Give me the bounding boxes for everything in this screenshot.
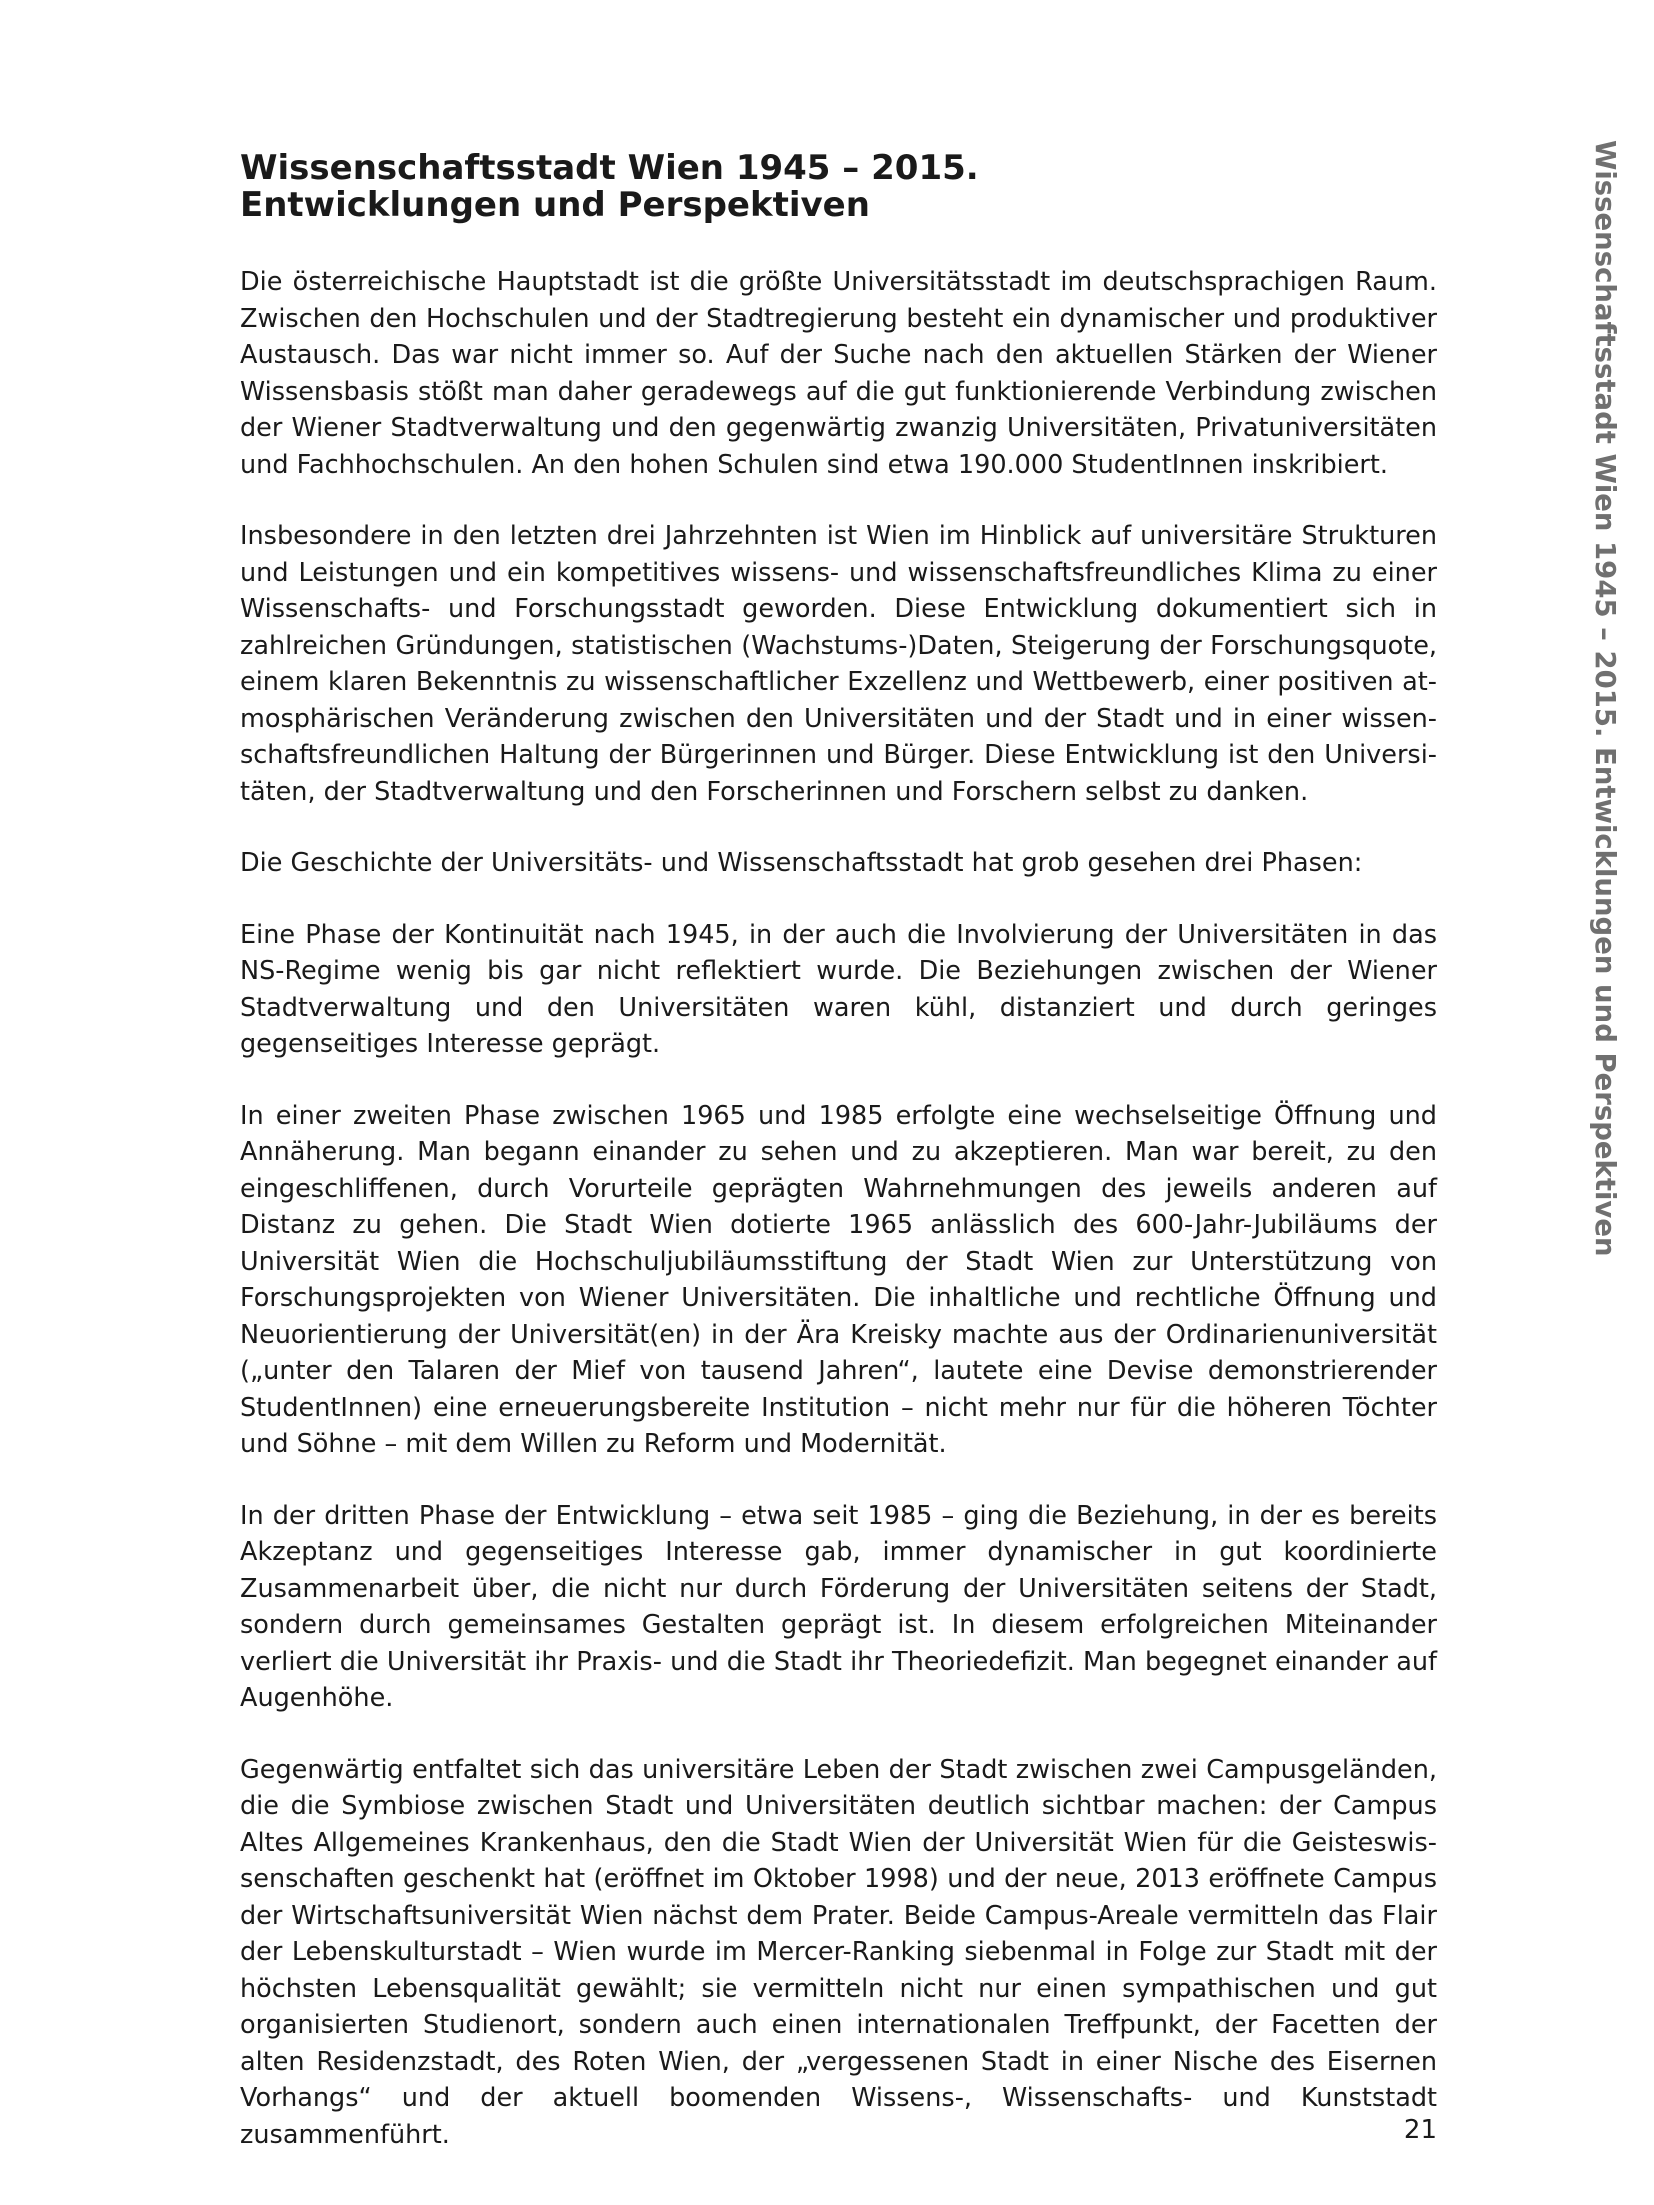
- article-body: [240, 264, 1437, 2188]
- paragraph-phase-three: In der dritten Phase der Entwicklung – etwa seit 1985 – ging die Beziehung, in der es bereits Akzeptanz und gegenseitiges Interesse gab, immer dynamischer in gut koordinierte Zusammenarbeit über, die nicht nur durch Förderung der Universitäten seitens der Stadt, sondern durch gemeinsames Gestalten geprägt ist. In diesem erfolgreichen Miteinander verliert die Universität ihr Praxis- und die Stadt ihr Theoriedefizit. Man begegnet einander auf Augenhöhe.: [240, 1500, 1437, 1713]
- page-title-line-2: Entwicklungen und Perspektiven: [240, 185, 870, 225]
- paragraph-development: Insbesondere in den letzten drei Jahrzehnten ist Wien im Hinblick auf universitäre Strukturen und Leistungen und ein kompetitives wissens- und wissenschaftsfreundliches Klima zu einer Wissenschafts- und Forschungsstadt geworden. Diese Entwicklung dokumentiert sich in zahlreichen Gründungen, statistischen (Wachstums-)Daten, Steigerung der Forschungsquote, einem klaren Bekenntnis zu wissenschaftlicher Exzellenz und Wettbewerb, einer positiven atmosphärischen Veränderung zwischen den Universitäten und der Stadt und in einer wissenschaftsfreundlichen Haltung der Bürgerinnen und Bürger. Diese Entwicklung ist den Universitäten, der Stadtverwaltung und den Forscherinnen und Forschern selbst zu danken.: [240, 521, 1437, 807]
- running-header-vertical: [1585, 140, 1619, 1260]
- running-header-text: Wissenschaftsstadt Wien 1945 – 2015. Entwicklungen und Perspektiven: [1589, 140, 1621, 1257]
- paragraph-phases-intro: Die Geschichte der Universitäts- und Wissenschaftsstadt hat grob gesehen drei Phasen:: [240, 848, 1363, 878]
- page-title: [240, 150, 1440, 224]
- paragraph-phase-one: Eine Phase der Kontinuität nach 1945, in der auch die Involvierung der Universitäten in das NS-Regime wenig bis gar nicht reflektiert wurde. Die Beziehungen zwischen der Wiener Stadtverwaltung und den Universitäten waren kühl, distanziert und durch geringes gegenseitiges Interesse geprägt.: [240, 919, 1437, 1059]
- paragraph-phase-two: In einer zweiten Phase zwischen 1965 und 1985 erfolgte eine wechselseitige Öffnung und Annäherung. Man begann einander zu sehen und zu akzeptieren. Man war bereit, zu den eingeschliffenen, durch Vorurteile geprägten Wahrnehmungen des jeweils anderen auf Distanz zu gehen. Die Stadt Wien dotierte 1965 anlässlich des 600-Jahr-Jubiläums der Universität Wien die Hochschuljubiläumsstiftung der Stadt Wien zur Unterstützung von Forschungsprojekten von Wiener Universitäten. Die inhaltliche und rechtliche Öffnung und Neuorientierung der Universität(en) in der Ära Kreisky machte aus der Ordinarienuniversität („unter den Talaren der Mief von tausend Jahren“, lautete eine Devise demonstrierender StudentInnen) eine erneuerungsbereite Institution – nicht mehr nur für die höheren Töchter und Söhne – mit dem Willen zu Reform und Modernität.: [240, 1100, 1437, 1459]
- page-title-line-1: Wissenschaftsstadt Wien 1945 – 2015.: [240, 148, 979, 188]
- paragraph-campus: Gegenwärtig entfaltet sich das universitäre Leben der Stadt zwischen zwei Campusgeländen, die die Symbiose zwischen Stadt und Universitäten deutlich sichtbar machen: der Campus Altes Allgemeines Krankenhaus, den die Stadt Wien der Universität Wien für die Geisteswissenschaften geschenkt hat (eröffnet im Oktober 1998) und der neue, 2013 eröffnete Campus der Wirtschaftsuniversität Wien nächst dem Prater. Beide Campus-Areale vermitteln das Flair der Lebenskulturstadt – Wien wurde im Mercer-Ranking siebenmal in Folge zur Stadt mit der höchsten Lebensqualität gewählt; sie vermitteln nicht nur einen sympathischen und gut organisierten Studienort, sondern auch einen internationalen Treffpunkt, der Facetten der alten Residenzstadt, des Roten Wien, der „vergessenen Stadt in einer Nische des Eisernen Vorhangs“ und der aktuell boomenden Wissens-, Wissenschafts- und Kunststadt zusammenführt.: [240, 1754, 1437, 2150]
- page-number: 21: [1403, 2115, 1437, 2145]
- paragraph-intro: Die österreichische Hauptstadt ist die größte Universitätsstadt im deutschsprachigen Raum. Zwischen den Hochschulen und der Stadtregierung besteht ein dynamischer und produktiver Austausch. Das war nicht immer so. Auf der Suche nach den aktuellen Stärken der Wiener Wissensbasis stößt man daher geradewegs auf die gut funktionierende Verbindung zwischen der Wiener Stadtverwaltung und den gegenwärtig zwanzig Universitäten, Privatuniversitäten und Fachhochschulen. An den hohen Schulen sind etwa 190.000 StudentInnen inskribiert.: [240, 267, 1437, 480]
